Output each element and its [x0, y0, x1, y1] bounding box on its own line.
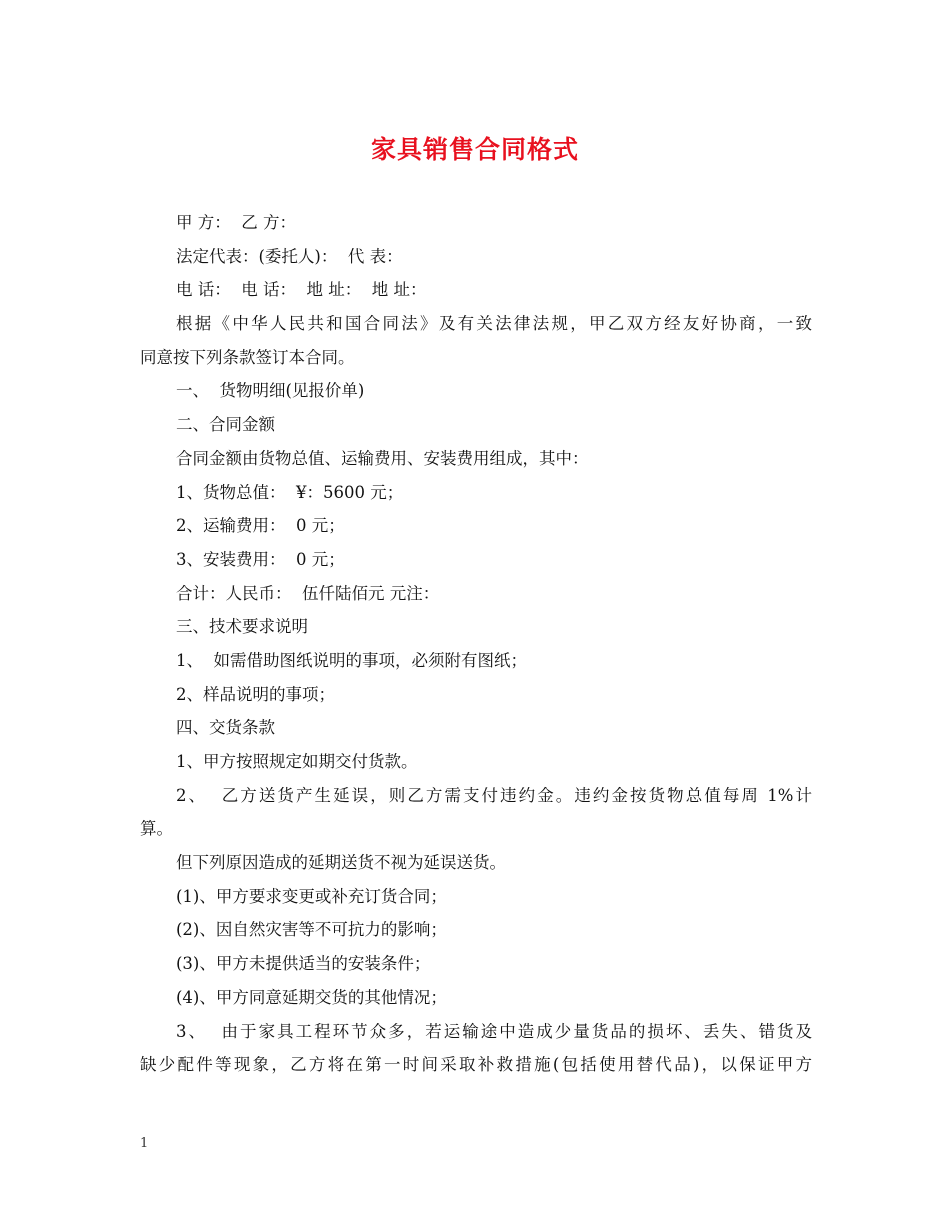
preamble-line-2: 同意按下列条款签订本合同。	[140, 347, 355, 367]
total-line: 合计：人民币： 伍仟陆佰元 元注：	[176, 583, 440, 603]
page-number: 1	[140, 1136, 149, 1151]
section-heading-3: 三、技术要求说明	[176, 617, 308, 637]
section-heading-1: 一、 货物明细(见报价单)	[176, 381, 365, 401]
section-heading-4: 四、交货条款	[176, 718, 275, 738]
contact-line: 电 话： 电 话： 地 址： 地 址：	[176, 280, 427, 300]
exception-item-3: (3)、甲方未提供适当的安装条件；	[176, 954, 431, 974]
exception-intro-line: 但下列原因造成的延期送货不视为延误送货。	[176, 853, 506, 873]
delivery-item-3-line-1: 3、 由于家具工程环节众多，若运输途中造成少量货品的损坏、丢失、错货及	[176, 1021, 812, 1041]
delivery-item-2-line-1: 2、 乙方送货产生延误，则乙方需支付违约金。违约金按货物总值每周 1%计	[176, 785, 812, 805]
preamble-line-1: 根据《中华人民共和国合同法》及有关法律法规，甲乙双方经友好协商，一致	[176, 314, 812, 334]
delivery-item-1: 1、甲方按照规定如期交付货款。	[176, 752, 418, 771]
delivery-item-3-line-2: 缺少配件等现象，乙方将在第一时间采取补救措施(包括使用替代品)，以保证甲方	[140, 1055, 812, 1075]
exception-item-2: (2)、因自然灾害等不可抗力的影响；	[176, 920, 447, 940]
party-names-line: 甲 方： 乙 方：	[176, 213, 296, 232]
delivery-item-2-line-2: 算。	[140, 819, 173, 839]
legal-representative-line: 法定代表：(委托人)： 代 表：	[176, 246, 403, 266]
exception-item-1: (1)、甲方要求变更或补充订货合同；	[176, 886, 447, 906]
tech-item-2: 2、样品说明的事项；	[176, 684, 335, 704]
document-body	[140, 206, 812, 1082]
transport-fee-line: 2、运输费用： 0 元；	[176, 516, 345, 536]
exception-item-4: (4)、甲方同意延期交货的其他情况；	[176, 987, 447, 1007]
section-heading-2: 二、合同金额	[176, 415, 275, 435]
tech-item-1: 1、 如需借助图纸说明的事项，必须附有图纸；	[176, 650, 527, 670]
amount-intro-line: 合同金额由货物总值、运输费用、安装费用组成，其中：	[176, 448, 589, 468]
installation-fee-line: 3、安装费用： 0 元；	[176, 549, 345, 569]
document-title: 家具销售合同格式	[370, 135, 579, 164]
goods-value-line: 1、货物总值： ¥：5600 元；	[176, 482, 404, 502]
